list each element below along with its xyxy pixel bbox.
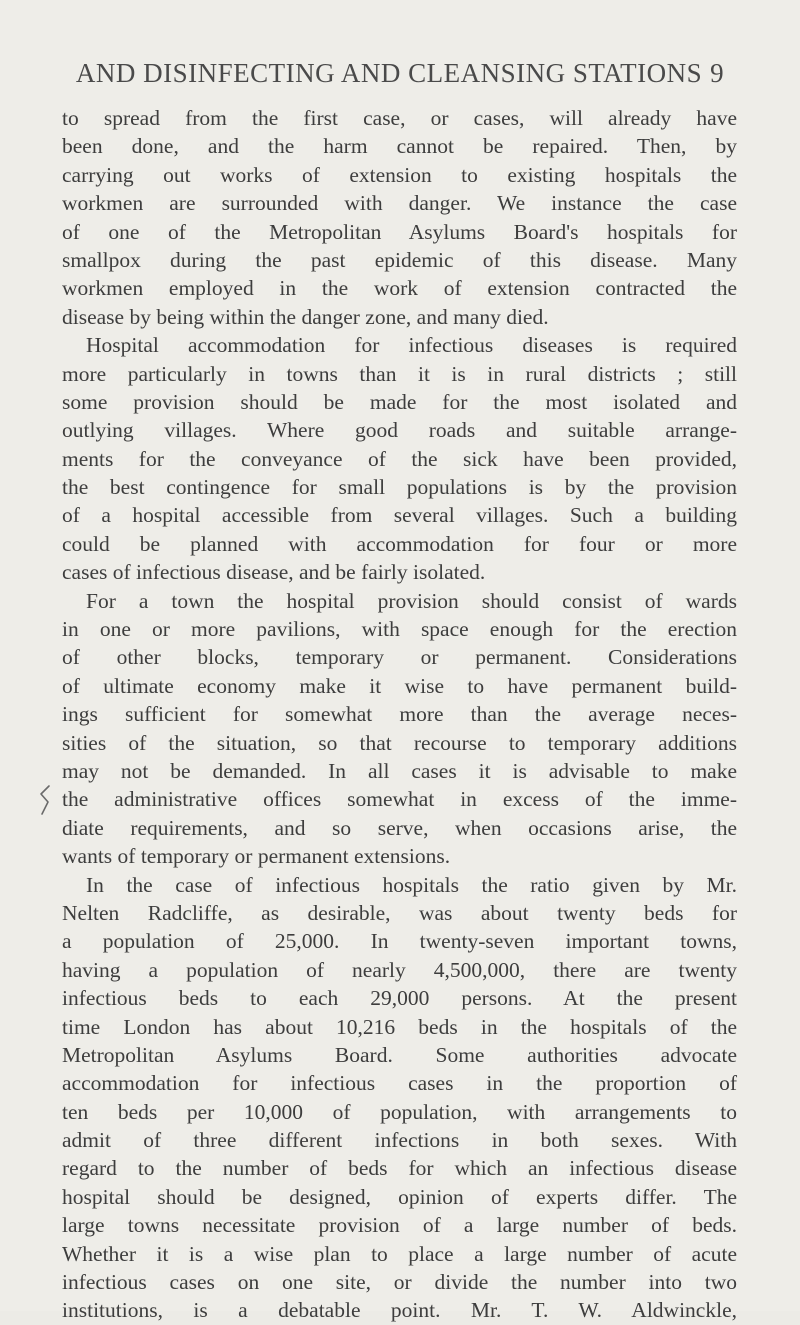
- text-line: carrying out works of extension to existing hospitals the: [62, 162, 737, 187]
- text-line: time London has about 10,216 beds in the hospitals of the: [62, 1014, 737, 1039]
- text-line: institutions, is a debatable point. Mr. T. W. Aldwinckle,: [62, 1298, 737, 1323]
- text-line: ings sufficient for somewhat more than the average neces-: [62, 702, 737, 727]
- text-line: disease by being within the danger zone, and many died.: [62, 304, 549, 329]
- text-line: could be planned with accommodation for four or more: [62, 531, 737, 556]
- text-line: Nelten Radcliffe, as desirable, was about twenty beds for: [62, 900, 737, 925]
- text-line: Metropolitan Asylums Board. Some authorities advocate: [62, 1042, 737, 1067]
- text-line: in one or more pavilions, with space enough for the erection: [62, 617, 737, 642]
- text-line: ten beds per 10,000 of population, with arrangements to: [62, 1099, 737, 1124]
- text-line: of a hospital accessible from several villages. Such a building: [62, 503, 737, 528]
- text-line: of ultimate economy make it wise to have permanent build-: [62, 673, 737, 698]
- text-line: the administrative offices somewhat in excess of the imme-: [62, 787, 737, 812]
- text-line: workmen are surrounded with danger. We instance the case: [62, 191, 737, 216]
- text-line: For a town the hospital provision should consist of wards: [86, 588, 737, 613]
- text-line: may not be demanded. In all cases it is advisable to make: [62, 758, 737, 783]
- text-line: a population of 25,000. In twenty-seven important towns,: [62, 929, 737, 954]
- text-line: In the case of infectious hospitals the ratio given by Mr.: [86, 872, 737, 897]
- text-line: cases of infectious disease, and be fairly isolated.: [62, 560, 486, 585]
- text-line: workmen employed in the work of extension contracted the: [62, 276, 737, 301]
- text-line: infectious cases on one site, or divide the number into two: [62, 1270, 737, 1295]
- text-line: the best contingence for small populations is by the provision: [62, 475, 737, 500]
- text-line: admit of three different infections in both sexes. With: [62, 1128, 737, 1153]
- text-line: ments for the conveyance of the sick have been provided,: [62, 446, 737, 471]
- page-number: 9: [710, 58, 725, 88]
- text-line: of other blocks, temporary or permanent. Considerations: [62, 645, 737, 670]
- text-line: outlying villages. Where good roads and suitable arrange-: [62, 418, 737, 443]
- text-line: infectious beds to each 29,000 persons. At the present: [62, 986, 737, 1011]
- text-line: Hospital accommodation for infectious diseases is required: [86, 333, 737, 358]
- text-line: more particularly in towns than it is in rural districts ; still: [62, 361, 737, 386]
- text-line: hospital should be designed, opinion of experts differ. The: [62, 1184, 737, 1209]
- text-line: having a population of nearly 4,500,000, there are twenty: [62, 957, 737, 982]
- text-line: large towns necessitate provision of a large number of beds.: [62, 1213, 737, 1238]
- text-line: Whether it is a wise plan to place a large number of acute: [62, 1241, 737, 1266]
- text-line: been done, and the harm cannot be repaired. Then, by: [62, 134, 737, 159]
- text-line: of one of the Metropolitan Asylums Board's hospitals for: [62, 219, 737, 244]
- text-line: diate requirements, and so serve, when occasions arise, the: [62, 815, 737, 840]
- text-line: regard to the number of beds for which an infectious disease: [62, 1156, 737, 1181]
- text-line: to spread from the first case, or cases, will already have: [62, 106, 737, 130]
- running-head: [0, 58, 800, 89]
- margin-pencil-mark: [38, 784, 52, 816]
- text-line: sities of the situation, so that recourse to temporary additions: [62, 730, 737, 755]
- text-line: accommodation for infectious cases in the proportion of: [62, 1071, 737, 1096]
- text-line: smallpox during the past epidemic of this disease. Many: [62, 247, 737, 272]
- body-text: [62, 104, 737, 1325]
- text-line: some provision should be made for the most isolated and: [62, 389, 737, 414]
- running-title: AND DISINFECTING AND CLEANSING STATIONS: [75, 58, 703, 88]
- text-line: wants of temporary or permanent extensions.: [62, 844, 451, 869]
